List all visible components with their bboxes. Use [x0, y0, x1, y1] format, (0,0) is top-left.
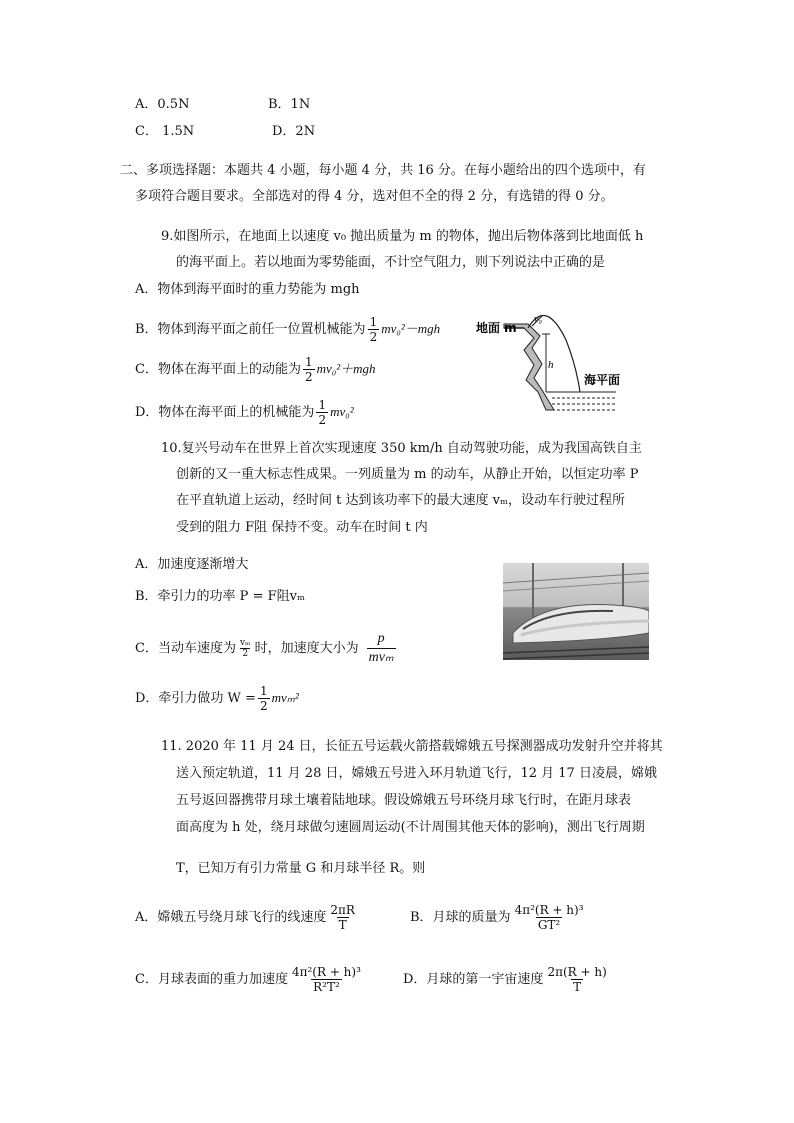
frac-numerator: vₘ — [239, 638, 251, 648]
frac-denominator: R²T² — [313, 980, 340, 994]
frac-numerator: 2π(R + h) — [547, 965, 607, 979]
frac-denominator: mvₘ — [368, 650, 394, 665]
frac-numerator: 1 — [369, 315, 378, 329]
q10-option-c-fraction2 — [367, 630, 396, 667]
frac-numerator: 1 — [259, 684, 268, 698]
frac-denominator: GT² — [537, 918, 561, 932]
q11-option-c-fraction — [290, 965, 363, 994]
train-illustration — [503, 563, 649, 660]
q9-option-c — [135, 355, 376, 384]
frac-denominator: 2 — [259, 699, 268, 713]
section2-title-line1: 二、多项选择题：本题共 4 小题，每小题 4 分，共 16 分。在每小题给出的四个选项中，有 — [120, 163, 646, 178]
q11-option-c — [135, 965, 365, 994]
frac-numerator: 1 — [304, 355, 313, 369]
q10-option-d-fraction — [258, 684, 270, 713]
frac-numerator: 2πR — [330, 903, 355, 917]
q9-option-d — [135, 398, 354, 427]
frac-numerator: 1 — [318, 398, 327, 412]
q9-option-d-fraction — [316, 398, 328, 427]
q9-projectile-diagram — [476, 310, 636, 416]
q11-option-b-fraction — [513, 903, 586, 932]
q11-stem-line3: 五号返回器携带月球土壤着陆地球。假设嫦娥五号环绕月球飞行时，在距月球表 — [176, 793, 632, 808]
frac-denominator: T — [338, 918, 347, 932]
q11-option-d-fraction — [545, 965, 608, 994]
q11-option-a-prefix: A．嫦娥五号绕月球飞行的线速度 — [135, 910, 327, 925]
q10-option-b: B．牵引力的功率 P = F阻vₘ — [135, 589, 305, 604]
fig-sea-label: 海平面 — [584, 373, 621, 387]
frac-numerator: p — [377, 631, 385, 646]
fig-v0-label: v₀ — [534, 314, 542, 325]
frac-denominator: 2 — [318, 413, 327, 427]
high-speed-train-photo — [503, 563, 649, 660]
q8-option-b: B．1N — [268, 97, 311, 112]
q9-option-d-suffix: mv₀² — [330, 404, 354, 419]
section2-title-line2: 多项符合题目要求。全部选对的得 4 分，选对但不全的得 2 分，有选错的得 0 分。 — [135, 189, 614, 204]
q10-stem-line3: 在平直轨道上运动，经时间 t 达到该功率下的最大速度 vₘ，设动车行驶过程所 — [176, 493, 625, 508]
q11-option-a — [135, 903, 359, 932]
q10-stem-line2: 创新的又一重大标志性成果。一列质量为 m 的动车，从静止开始，以恒定功率 P — [176, 467, 639, 482]
q8-option-d: D．2N — [272, 124, 316, 139]
frac-denominator: 2 — [369, 330, 378, 344]
q11-option-d-prefix: D．月球的第一宇宙速度 — [403, 972, 544, 987]
q9-option-b-fraction — [368, 315, 380, 344]
q11-option-c-prefix: C．月球表面的重力加速度 — [135, 972, 288, 987]
q9-option-c-fraction — [303, 355, 315, 384]
q10-option-d-prefix: D．牵引力做功 W = — [135, 691, 256, 706]
frac-numerator: 4π²(R + h)³ — [291, 965, 361, 979]
q11-stem-line2: 送入预定轨道，11 月 28 日，嫦娥五号进入环月轨道飞行，12 月 17 日凌晨，嫦娥 — [176, 766, 657, 781]
q9-stem-line1: 9.如图所示，在地面上以速度 v₀ 抛出质量为 m 的物体，抛出后物体落到比地面低 h — [161, 229, 644, 244]
q8-option-c: C． 1.5N — [135, 124, 195, 139]
q9-option-a: A．物体到海平面时的重力势能为 mgh — [135, 282, 360, 297]
q9-option-d-prefix: D．物体在海平面上的机械能为 — [135, 405, 315, 420]
q9-option-b — [135, 315, 440, 344]
q9-stem-line2: 的海平面上。若以地面为零势能面，不计空气阻力，则下列说法中正确的是 — [176, 255, 606, 270]
q11-stem-line1: 11. 2020 年 11 月 24 日，长征五号运载火箭搭载嫦娥五号探测器成功发射升空并将其 — [161, 739, 663, 754]
q11-option-d — [403, 965, 611, 994]
q10-option-d-suffix: mvₘ² — [271, 690, 299, 705]
q11-option-a-fraction — [328, 903, 357, 932]
q10-option-c-prefix: C．当动车速度为 — [135, 641, 236, 656]
q10-option-a: A．加速度逐渐增大 — [135, 557, 249, 572]
fig-h-label: h — [548, 359, 554, 371]
fig-ground-label: 地面 m — [476, 321, 517, 335]
q11-option-b — [410, 903, 588, 932]
q10-stem-line4: 受到的阻力 F阻 保持不变。动车在时间 t 内 — [176, 520, 428, 535]
q8-option-a: A．0.5N — [135, 97, 190, 112]
q10-option-c-fraction1 — [238, 638, 253, 659]
q10-option-d — [135, 684, 299, 713]
q10-option-c — [135, 630, 398, 667]
q11-option-b-prefix: B．月球的质量为 — [410, 910, 511, 925]
q9-option-c-prefix: C．物体在海平面上的动能为 — [135, 362, 301, 377]
frac-denominator: 2 — [242, 649, 249, 659]
q9-option-b-prefix: B．物体到海平面之前任一位置机械能为 — [135, 322, 366, 337]
q11-stem-line4: 面高度为 h 处，绕月球做匀速圆周运动(不计周围其他天体的影响)，测出飞行周期 — [176, 820, 645, 835]
frac-denominator: T — [573, 980, 582, 994]
q9-option-c-suffix: mv₀²＋mgh — [316, 361, 376, 376]
frac-denominator: 2 — [304, 370, 313, 384]
q11-stem-line5: T，已知万有引力常量 G 和月球半径 R。则 — [176, 861, 426, 876]
q10-option-c-mid: 时，加速度大小为 — [254, 641, 359, 656]
q10-stem-line1: 10.复兴号动车在世界上首次实现速度 350 km/h 自动驾驶功能，成为我国高铁自主 — [161, 441, 642, 456]
q9-option-b-suffix: mv₀²－mgh — [381, 321, 441, 336]
frac-numerator: 4π²(R + h)³ — [514, 903, 584, 917]
